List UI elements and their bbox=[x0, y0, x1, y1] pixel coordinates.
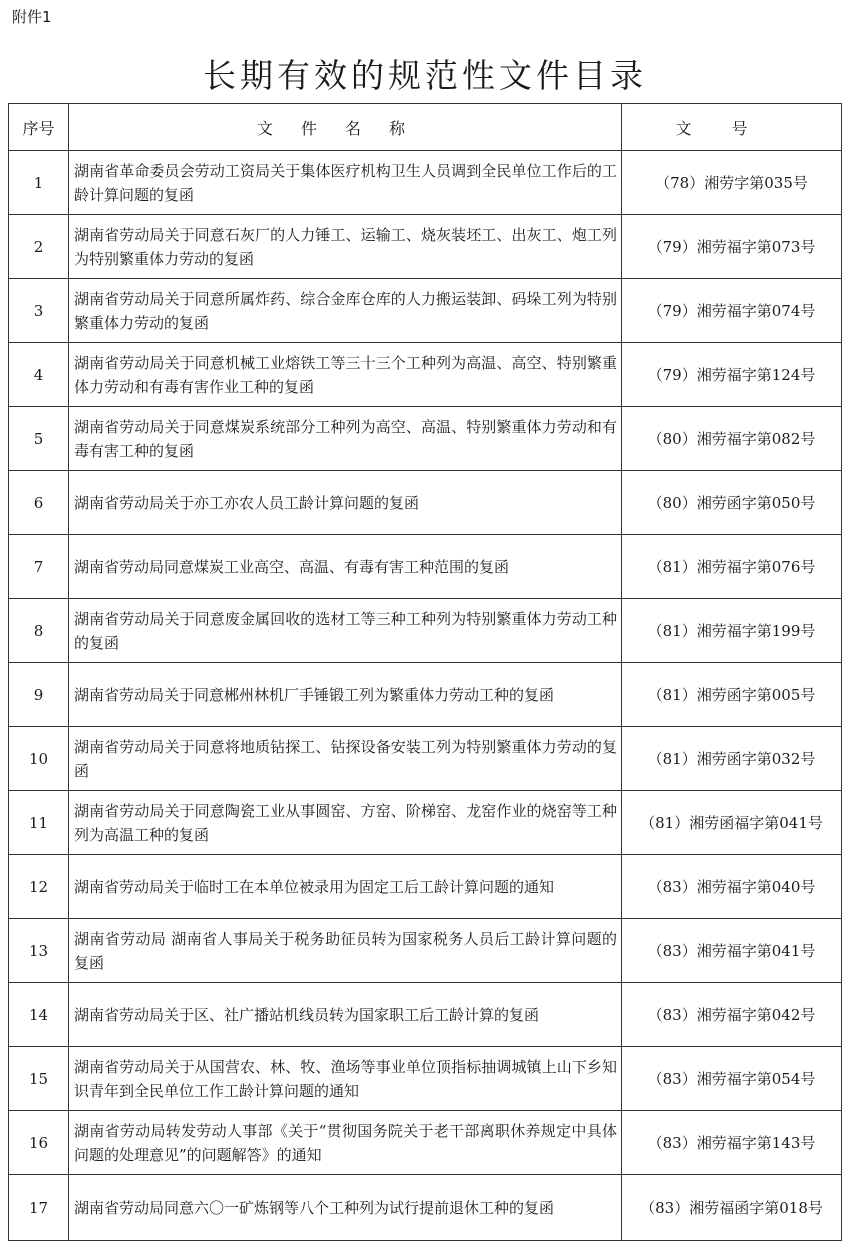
row-document-number: （79）湘劳福字第124号 bbox=[622, 343, 842, 407]
page-title: 长期有效的规范性文件目录 bbox=[203, 56, 647, 95]
table-row bbox=[9, 663, 842, 727]
attachment-label: 附件1 bbox=[12, 8, 52, 26]
table-row bbox=[9, 1175, 842, 1241]
row-document-number: （83）湘劳福字第041号 bbox=[622, 919, 842, 983]
row-serial-number: 15 bbox=[9, 1047, 69, 1111]
header-serial-number: 序号 bbox=[9, 104, 69, 151]
row-serial-number: 16 bbox=[9, 1111, 69, 1175]
row-serial-number: 17 bbox=[9, 1175, 69, 1241]
row-document-name: 湖南省劳动局关于亦工亦农人员工龄计算问题的复函 bbox=[69, 471, 622, 535]
row-document-name: 湖南省劳动局关于区、社广播站机线员转为国家职工后工龄计算的复函 bbox=[69, 983, 622, 1047]
row-serial-number: 7 bbox=[9, 535, 69, 599]
row-document-number: （81）湘劳福字第199号 bbox=[622, 599, 842, 663]
row-serial-number: 6 bbox=[9, 471, 69, 535]
row-document-number: （81）湘劳福字第076号 bbox=[622, 535, 842, 599]
row-document-number: （83）湘劳福字第143号 bbox=[622, 1111, 842, 1175]
table-row bbox=[9, 215, 842, 279]
row-document-name: 湖南省劳动局关于同意煤炭系统部分工种列为高空、高温、特别繁重体力劳动和有毒有害工种的复函 bbox=[69, 407, 622, 471]
row-document-number: （81）湘劳函字第032号 bbox=[622, 727, 842, 791]
row-document-name: 湖南省劳动局关于临时工在本单位被录用为固定工后工龄计算问题的通知 bbox=[69, 855, 622, 919]
row-document-number: （79）湘劳福字第074号 bbox=[622, 279, 842, 343]
row-document-number: （80）湘劳福字第082号 bbox=[622, 407, 842, 471]
table-row bbox=[9, 983, 842, 1047]
row-document-name: 湖南省劳动局关于同意郴州林机厂手锤锻工列为繁重体力劳动工种的复函 bbox=[69, 663, 622, 727]
row-serial-number: 12 bbox=[9, 855, 69, 919]
table-row bbox=[9, 599, 842, 663]
row-document-number: （81）湘劳函福字第041号 bbox=[622, 791, 842, 855]
row-serial-number: 5 bbox=[9, 407, 69, 471]
row-document-name: 湖南省劳动局关于同意所属炸药、综合金库仓库的人力搬运装卸、码垛工列为特别繁重体力劳动的复函 bbox=[69, 279, 622, 343]
row-document-number: （83）湘劳福字第040号 bbox=[622, 855, 842, 919]
row-serial-number: 13 bbox=[9, 919, 69, 983]
header-document-number: 文号 bbox=[622, 104, 842, 151]
row-document-name: 湖南省劳动局关于同意将地质钻探工、钻探设备安装工列为特别繁重体力劳动的复函 bbox=[69, 727, 622, 791]
row-document-name: 湖南省劳动局关于同意机械工业熔铁工等三十三个工种列为高温、高空、特别繁重体力劳动和有毒有害作业工种的复函 bbox=[69, 343, 622, 407]
header-document-name: 文件名称 bbox=[69, 104, 622, 151]
table-row bbox=[9, 919, 842, 983]
row-document-name: 湖南省劳动局关于同意石灰厂的人力锤工、运输工、烧灰装坯工、出灰工、炮工列为特别繁重体力劳动的复函 bbox=[69, 215, 622, 279]
row-serial-number: 10 bbox=[9, 727, 69, 791]
row-serial-number: 2 bbox=[9, 215, 69, 279]
table-header-row bbox=[9, 104, 842, 151]
table-row bbox=[9, 1111, 842, 1175]
document-table bbox=[8, 103, 842, 1241]
row-serial-number: 4 bbox=[9, 343, 69, 407]
row-serial-number: 9 bbox=[9, 663, 69, 727]
row-document-name: 湖南省劳动局同意六〇一矿炼钢等八个工种列为试行提前退休工种的复函 bbox=[69, 1175, 622, 1241]
table-row bbox=[9, 151, 842, 215]
table-row bbox=[9, 343, 842, 407]
row-document-name: 湖南省革命委员会劳动工资局关于集体医疗机构卫生人员调到全民单位工作后的工龄计算问题的复函 bbox=[69, 151, 622, 215]
row-document-name: 湖南省劳动局关于同意废金属回收的选材工等三种工种列为特别繁重体力劳动工种的复函 bbox=[69, 599, 622, 663]
row-serial-number: 3 bbox=[9, 279, 69, 343]
row-document-name: 湖南省劳动局关于从国营农、林、牧、渔场等事业单位顶指标抽调城镇上山下乡知识青年到全民单位工作工龄计算问题的通知 bbox=[69, 1047, 622, 1111]
row-document-number: （80）湘劳函字第050号 bbox=[622, 471, 842, 535]
row-serial-number: 8 bbox=[9, 599, 69, 663]
row-document-number: （83）湘劳福函字第018号 bbox=[622, 1175, 842, 1241]
row-serial-number: 14 bbox=[9, 983, 69, 1047]
row-document-number: （83）湘劳福字第054号 bbox=[622, 1047, 842, 1111]
row-document-number: （78）湘劳字第035号 bbox=[622, 151, 842, 215]
row-document-name: 湖南省劳动局 湖南省人事局关于税务助征员转为国家税务人员后工龄计算问题的复函 bbox=[69, 919, 622, 983]
table-row bbox=[9, 535, 842, 599]
row-document-name: 湖南省劳动局转发劳动人事部《关于“贯彻国务院关于老干部离职休养规定中具体问题的处理意见”的问题解答》的通知 bbox=[69, 1111, 622, 1175]
row-serial-number: 1 bbox=[9, 151, 69, 215]
table-row bbox=[9, 471, 842, 535]
table-row bbox=[9, 727, 842, 791]
row-serial-number: 11 bbox=[9, 791, 69, 855]
table-row bbox=[9, 407, 842, 471]
row-document-number: （83）湘劳福字第042号 bbox=[622, 983, 842, 1047]
table-row bbox=[9, 279, 842, 343]
row-document-name: 湖南省劳动局关于同意陶瓷工业从事圆窑、方窑、阶梯窑、龙窑作业的烧窑等工种列为高温工种的复函 bbox=[69, 791, 622, 855]
table-row bbox=[9, 1047, 842, 1111]
table-row bbox=[9, 791, 842, 855]
table-row bbox=[9, 855, 842, 919]
row-document-number: （81）湘劳函字第005号 bbox=[622, 663, 842, 727]
row-document-name: 湖南省劳动局同意煤炭工业高空、高温、有毒有害工种范围的复函 bbox=[69, 535, 622, 599]
row-document-number: （79）湘劳福字第073号 bbox=[622, 215, 842, 279]
